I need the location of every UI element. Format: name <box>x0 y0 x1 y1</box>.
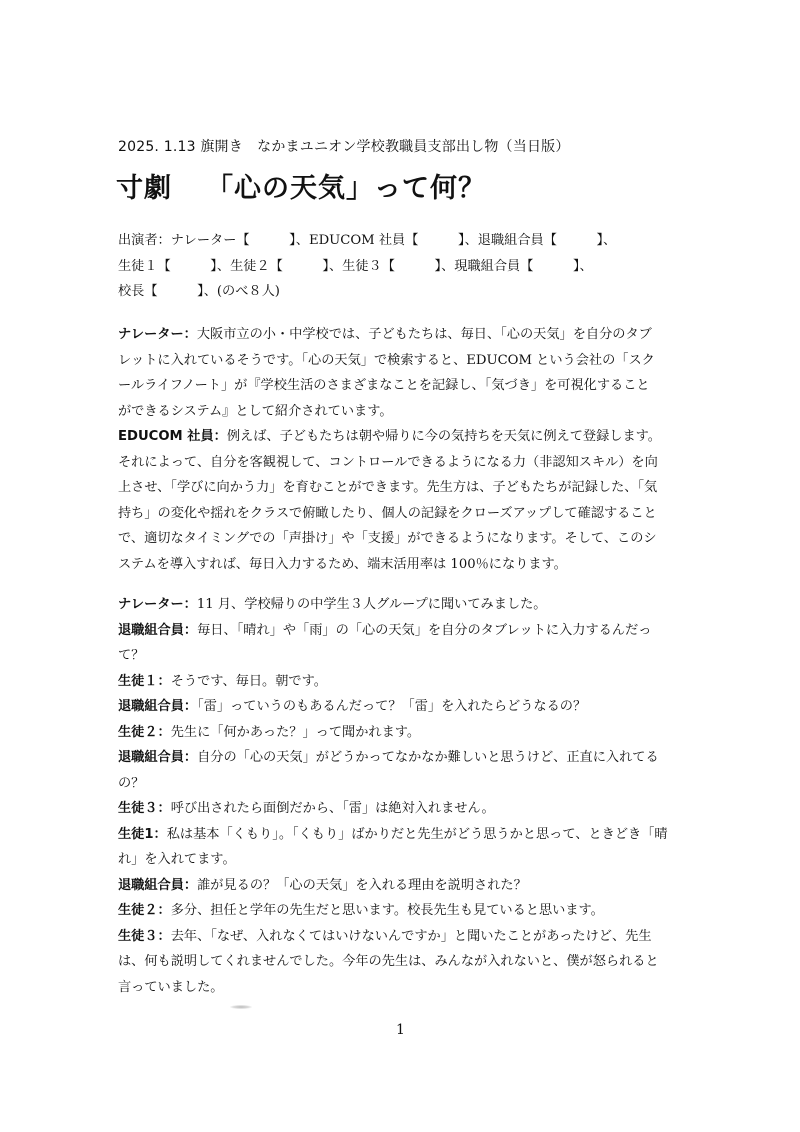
dialog-line: 退職組合員：毎日、「晴れ」や「雨」の「心の天気」を自分のタブレットに入力するんだっ <box>118 622 652 638</box>
event-header: 2025. 1.13 旗開き なかまユニオン学校教職員支部出し物（当日版） <box>118 139 570 155</box>
educom-line: 持ち」の変化や揺れをクラスで俯瞰したり、個人の記録をクローズアップして確認すること <box>118 505 657 521</box>
cast-list <box>118 228 698 305</box>
scan-smudge <box>230 1005 252 1009</box>
speaker-label: 退職組合員： <box>118 750 198 765</box>
dialog-line-cont: は、何も説明してくれませんでした。今年の先生は、みんなが入れないと、僕が怒られると <box>118 954 659 969</box>
speaker-label: 退職組合員： <box>118 877 198 893</box>
dialog-line: 生徒２：先生に「何かあった？」って聞かれます。 <box>118 724 421 740</box>
speaker-label: 退職組合員： <box>118 622 198 638</box>
dialog-line: 退職組合員：自分の「心の天気」がどうかってなかなか難しいと思うけど、正直に入れてる <box>118 750 659 765</box>
cast-line: 生徒１【 】、生徒２【 】、生徒３【 】、現職組合員【 】、 <box>118 258 593 274</box>
dialog-line: 生徒３：呼び出されたら面倒だから、「雷」は絶対入れません。 <box>118 801 495 816</box>
speaker-label: 生徒３： <box>118 928 171 944</box>
dialog-line: ナレーター：11 月、学校帰りの中学生３人グループに聞いてみました。 <box>118 597 547 612</box>
narrator-line: ールライフノート」が『学校生活のさまざまなことを記録し、「気づき」を可視化すること <box>118 378 650 393</box>
page-number: 1 <box>396 1022 405 1038</box>
dialog-line: 生徒1：私は基本「くもり」。「くもり」ばかりだと先生がどう思うかと思って、ときどき「晴 <box>118 826 668 842</box>
educom-line: で、適切なタイミングでの「声掛け」や「支援」ができるようになります。そして、このシ <box>118 531 657 546</box>
dialog-line-cont: の？ <box>118 775 145 791</box>
dialog-line: 生徒２：多分、担任と学年の先生だと思います。校長先生も見ていると思います。 <box>118 903 604 918</box>
dialog-line-cont: 言っていました。 <box>118 979 224 995</box>
educom-line: ステムを導入すれば、毎日入力するため、端末活用率は 100％になります。 <box>118 556 567 572</box>
speaker-label: ナレーター： <box>118 597 197 612</box>
dialog-line: 生徒３：去年、「なぜ、入れなくてはいけないんですか」と聞いたことがあったけど、先生 <box>118 928 652 944</box>
cast-line: 校長【 】、(のべ８人) <box>118 284 280 299</box>
dialog-line: 退職組合員：「雷」っていうのもあるんだって？「雷」を入れたらどうなるの？ <box>118 699 587 714</box>
educom-line: EDUCOM 社員：例えば、子どもたちは朝や帰りに今の気持ちを天気に例えて登録します。 <box>118 429 661 444</box>
dialog-line: 退職組合員：誰が見るの？「心の天気」を入れる理由を説明された？ <box>118 877 527 893</box>
intro-section <box>118 322 698 577</box>
dialog-line-cont: れ」を入れてます。 <box>118 852 236 867</box>
speaker-label: 退職組合員： <box>118 699 198 714</box>
dialog-section <box>118 592 698 1000</box>
speaker-label: 生徒３： <box>118 801 171 816</box>
speaker-label: EDUCOM 社員： <box>118 429 227 444</box>
speaker-label: 生徒1： <box>118 826 167 842</box>
page-title <box>116 166 486 205</box>
educom-line: 上させ、「学びに向かう力」を育むことができます。先生方は、子どもたちが記録した、「気 <box>118 480 658 495</box>
dialog-line-cont: て？ <box>118 648 145 663</box>
speaker-label: 生徒２： <box>118 903 171 918</box>
cast-line: 出演者：ナレーター【 】、EDUCOM 社員【 】、退職組合員【 】、 <box>118 233 617 248</box>
narrator-line: ができるシステム』として紹介されています。 <box>118 403 393 419</box>
dialog-line: 生徒１：そうです、毎日。朝です。 <box>118 673 327 689</box>
speaker-label: 生徒２： <box>118 724 171 740</box>
speaker-label: ナレーター： <box>118 327 197 342</box>
title-main: 「心の天気」って何？ <box>206 173 486 204</box>
narrator-line: ナレーター：大阪市立の小・中学校では、子どもたちは、毎日、「心の天気」を自分のタブ <box>118 327 652 342</box>
educom-line: それによって、自分を客観視して、コントロールできるようになる力（非認知スキル）を向 <box>118 454 658 470</box>
narrator-line: レットに入れているそうです。「心の天気」で検索すると、EDUCOM という会社の「スク <box>118 352 655 368</box>
speaker-label: 生徒１： <box>118 673 171 689</box>
title-prefix: 寸劇 <box>116 173 172 204</box>
